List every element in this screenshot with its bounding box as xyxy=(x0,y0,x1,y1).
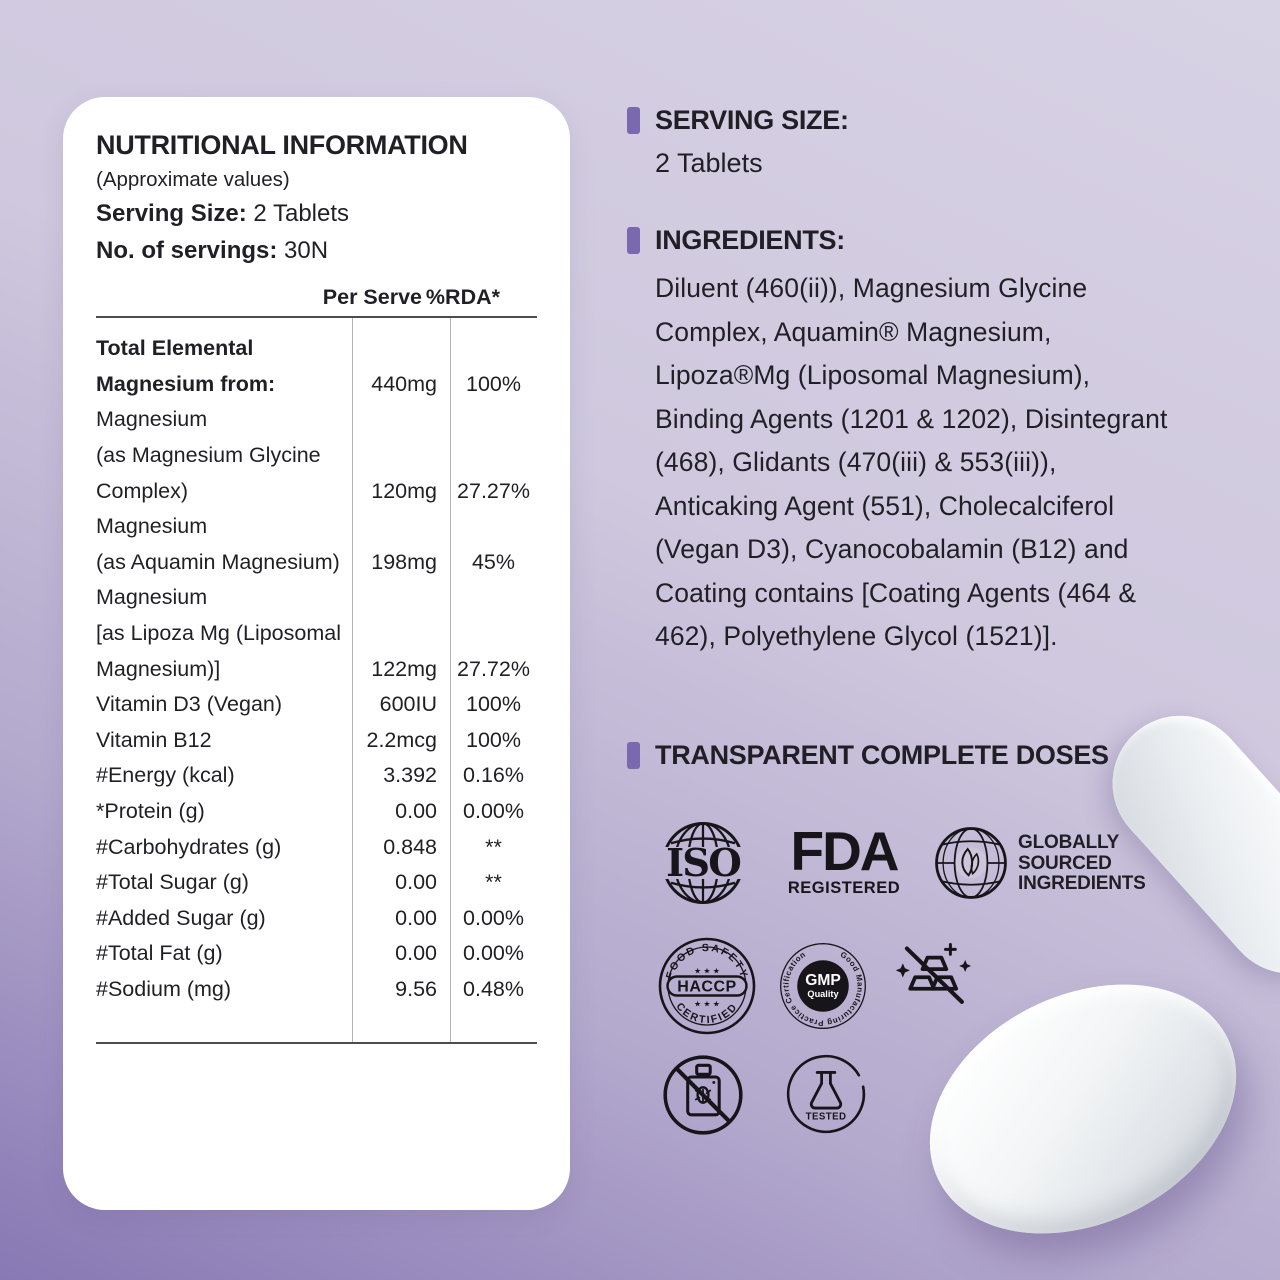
nutrition-table xyxy=(96,316,537,1044)
nutrition-panel xyxy=(63,97,570,1210)
serving-size-line xyxy=(96,199,537,229)
per-serve-value: 120mg xyxy=(371,478,437,503)
per-serve-value: 198mg xyxy=(371,549,437,574)
ingredients-text: Diluent (460(ii)), Magnesium Glycine Complex, Aquamin® Magnesium, Lipoza®Mg (Liposomal Magnesium), Binding Agents (1201 & 1202), Disintegrant (468), Glidants (470(iii) & 553(iii)), Anticaking Agent (551), Cholecalciferol (Vegan D3), Cyanocobalamin (B12) and Coating contains [Coating Agents (464 & 462), Polyethylene Glycol (1521)]. xyxy=(655,273,1168,651)
table-row xyxy=(96,473,537,509)
tested-badge-icon xyxy=(782,1050,870,1138)
rda-value: 27.72% xyxy=(457,656,530,681)
table-row xyxy=(96,794,537,830)
nutrient-label: #Energy (kcal) xyxy=(96,763,235,788)
svg-text:FOOD SAFETY: FOOD SAFETY xyxy=(663,941,751,981)
serving-size-heading: SERVING SIZE: xyxy=(655,105,849,135)
haccp-badge-icon xyxy=(657,936,757,1036)
per-serve-value: 122mg xyxy=(371,656,437,681)
per-serve-value: 600IU xyxy=(379,692,437,717)
table-row xyxy=(96,687,537,723)
fda-registered-text: REGISTERED xyxy=(787,879,901,897)
nutrient-label: [as Lipoza Mg (Liposomal xyxy=(96,621,341,646)
gs-line-1: GLOBALLY xyxy=(1018,832,1120,853)
column-rda: %RDA* xyxy=(425,285,500,309)
gmp-badge-icon xyxy=(777,940,869,1032)
nutrient-label: Complex) xyxy=(96,478,188,503)
table-row xyxy=(96,651,537,687)
servings-label: No. of servings: xyxy=(96,237,278,264)
per-serve-value: 2.2mcg xyxy=(366,727,437,752)
rda-value: 0.00% xyxy=(463,905,524,930)
rda-value: 100% xyxy=(466,371,521,396)
per-serve-value: 0.00 xyxy=(395,870,437,895)
accent-bar xyxy=(627,227,640,254)
nutrient-label: Magnesium xyxy=(96,514,208,539)
table-row xyxy=(96,545,537,581)
svg-text:HACCP: HACCP xyxy=(677,978,737,996)
globally-sourced-text xyxy=(1018,833,1146,895)
rda-value: ** xyxy=(485,870,502,895)
svg-text:Good Manufacturing Practice Ce: Good Manufacturing Practice Certification xyxy=(781,949,865,1028)
fda-registered-badge-icon xyxy=(783,820,905,898)
serving-size-value: 2 Tablets xyxy=(246,200,350,227)
accent-bar xyxy=(627,742,640,769)
ingredients-heading: INGREDIENTS: xyxy=(655,225,845,255)
table-row xyxy=(96,972,537,1008)
accent-bar xyxy=(627,107,640,134)
svg-text:CERTIFIED: CERTIFIED xyxy=(673,1000,741,1027)
nutrient-label: #Sodium (mg) xyxy=(96,976,232,1001)
serving-size-text: 2 Tablets xyxy=(655,148,763,178)
table-row xyxy=(96,402,537,438)
table-row xyxy=(96,616,537,652)
nutrient-label: #Added Sugar (g) xyxy=(96,905,266,930)
serving-size-label: Serving Size: xyxy=(96,200,247,227)
svg-text:GMP: GMP xyxy=(805,972,841,990)
svg-text:ISO: ISO xyxy=(666,841,740,887)
nutrient-label: (as Magnesium Glycine xyxy=(96,443,321,468)
nutrient-label: (as Aquamin Magnesium) xyxy=(96,549,340,574)
nutrient-label: Magnesium from: xyxy=(96,371,276,396)
column-per-serve: Per Serve xyxy=(322,285,422,309)
nutrient-label: Vitamin B12 xyxy=(96,727,212,752)
iso-badge-icon xyxy=(655,816,751,910)
table-row xyxy=(96,367,537,403)
per-serve-value: 3.392 xyxy=(383,763,437,788)
per-serve-value: 0.848 xyxy=(383,834,437,859)
rda-value: 0.00% xyxy=(463,799,524,824)
table-row xyxy=(96,829,537,865)
nutrient-label: Magnesium xyxy=(96,407,208,432)
gs-line-3: INGREDIENTS xyxy=(1018,873,1146,894)
table-row xyxy=(96,936,537,972)
servings-value: 30N xyxy=(277,237,329,264)
table-row xyxy=(96,901,537,937)
rda-value: 0.00% xyxy=(463,941,524,966)
per-serve-value: 0.00 xyxy=(395,905,437,930)
table-row xyxy=(96,331,537,367)
globally-sourced-badge-icon xyxy=(930,822,1012,904)
rda-value: 100% xyxy=(466,692,521,717)
table-divider-2 xyxy=(450,318,451,1042)
per-serve-value: 0.00 xyxy=(395,799,437,824)
nutrient-label: #Total Sugar (g) xyxy=(96,870,249,895)
rda-value: 27.27% xyxy=(457,478,530,503)
svg-text:★ ★ ★: ★ ★ ★ xyxy=(694,999,720,1009)
rda-value: 0.16% xyxy=(463,763,524,788)
rda-value: 0.48% xyxy=(463,976,524,1001)
nutrient-label: Magnesium xyxy=(96,585,208,610)
panel-subtitle: (Approximate values) xyxy=(96,168,290,191)
per-serve-value: 440mg xyxy=(371,371,437,396)
no-pesticides-icon xyxy=(658,1050,748,1140)
per-serve-value: 0.00 xyxy=(395,941,437,966)
table-row xyxy=(96,865,537,901)
rda-value: 100% xyxy=(466,727,521,752)
fda-text: FDA xyxy=(790,820,898,882)
table-row xyxy=(96,758,537,794)
svg-text:TESTED: TESTED xyxy=(805,1111,847,1123)
nutrient-label: Vitamin D3 (Vegan) xyxy=(96,692,283,717)
table-row xyxy=(96,438,537,474)
nutrient-label: Total Elemental xyxy=(96,336,254,361)
no-heavy-metals-icon xyxy=(893,933,975,1015)
rda-value: 45% xyxy=(471,549,516,574)
table-row xyxy=(96,723,537,759)
doses-heading: TRANSPARENT COMPLETE DOSES xyxy=(655,740,1109,770)
table-row xyxy=(96,509,537,545)
panel-title: NUTRITIONAL INFORMATION xyxy=(96,130,468,160)
table-row xyxy=(96,580,537,616)
svg-text:★ ★ ★: ★ ★ ★ xyxy=(694,966,720,976)
table-divider-1 xyxy=(352,318,353,1042)
per-serve-value: 9.56 xyxy=(395,976,437,1001)
nutrient-label: Magnesium)] xyxy=(96,656,221,681)
nutrient-label: *Protein (g) xyxy=(96,799,205,824)
svg-text:Quality: Quality xyxy=(807,989,839,1000)
table-column-headers xyxy=(96,266,537,316)
rda-value: ** xyxy=(485,834,502,859)
servings-line xyxy=(96,236,537,266)
nutrient-label: #Carbohydrates (g) xyxy=(96,834,282,859)
gs-line-2: SOURCED xyxy=(1018,852,1112,874)
nutrient-label: #Total Fat (g) xyxy=(96,941,223,966)
